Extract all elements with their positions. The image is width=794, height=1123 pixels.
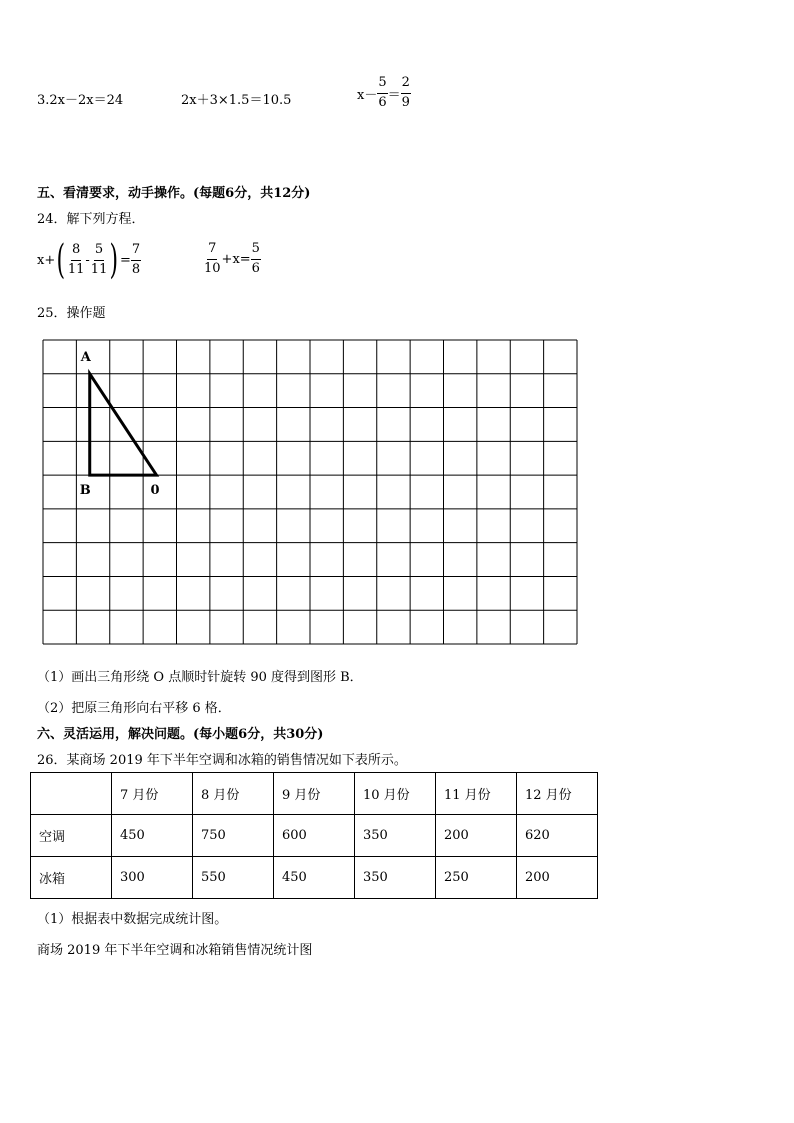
- point-label-b: B: [79, 483, 91, 499]
- fraction-7-8: [131, 243, 141, 278]
- minus-sign: -: [85, 252, 90, 268]
- equation-1: 3.2x－2x＝24: [37, 93, 124, 108]
- table-row: [31, 815, 598, 857]
- fraction-denominator: 10: [204, 260, 221, 276]
- section-6-heading: 六、灵活运用，解决问题。(每小题6分，共30分): [37, 727, 324, 742]
- fraction-numerator: 5: [94, 243, 104, 261]
- section-5-heading: 五、看清要求，动手操作。(每题6分，共12分): [37, 186, 311, 201]
- fraction-numerator: 5: [377, 76, 387, 94]
- question-26-title: 26．某商场 2019 年下半年空调和冰箱的销售情况如下表所示。: [37, 753, 407, 768]
- question-24-equation-1: [37, 237, 141, 283]
- table-cell: 200: [436, 815, 517, 857]
- triangle-abo: [90, 374, 157, 475]
- table-row: [31, 857, 598, 899]
- question-26-part-1: （1）根据表中数据完成统计图。: [37, 912, 228, 927]
- equation-prefix: x+: [37, 252, 56, 268]
- operation-grid: [42, 339, 578, 645]
- table-header-cell: 10 月份: [355, 773, 436, 815]
- question-24-equation-2: [203, 242, 261, 277]
- fraction-numerator: 7: [131, 243, 141, 261]
- fraction-numerator: 7: [207, 242, 217, 260]
- table-cell: 550: [193, 857, 274, 899]
- equals-sign: ＝: [387, 87, 401, 103]
- table-header-cell: 12 月份: [517, 773, 598, 815]
- question-24-title: 24．解下列方程．: [37, 212, 145, 227]
- left-paren: (: [56, 237, 66, 283]
- question-25-part-2: （2）把原三角形向右平移 6 格．: [37, 701, 231, 716]
- sales-table: [30, 772, 598, 899]
- table-cell: 350: [355, 815, 436, 857]
- question-25-part-1: （1）画出三角形绕 O 点顺时针旋转 90 度得到图形 B．: [37, 670, 363, 685]
- table-header-cell: 8 月份: [193, 773, 274, 815]
- fraction-denominator: 6: [378, 94, 387, 110]
- table-header-cell: 7 月份: [112, 773, 193, 815]
- grid-lines: [43, 340, 577, 644]
- table-cell: 620: [517, 815, 598, 857]
- equals-sign: =: [119, 252, 131, 268]
- table-cell: 300: [112, 857, 193, 899]
- table-cell: 600: [274, 815, 355, 857]
- point-label-a: A: [80, 349, 91, 365]
- point-label-o: 0: [150, 483, 160, 499]
- table-cell: 空调: [31, 815, 112, 857]
- fraction-denominator: 9: [401, 94, 410, 110]
- fraction-5-6: [377, 76, 387, 111]
- table-cell: 450: [274, 857, 355, 899]
- fraction-2-9: [401, 76, 411, 111]
- fraction-denominator: 8: [131, 261, 141, 277]
- fraction-denominator: 6: [251, 260, 260, 276]
- fraction-5-11: [90, 243, 109, 278]
- fraction-5-6: [251, 242, 261, 277]
- table-cell: 750: [193, 815, 274, 857]
- table-cell: 冰箱: [31, 857, 112, 899]
- table-header-cell: [31, 773, 112, 815]
- table-header-cell: 9 月份: [274, 773, 355, 815]
- fraction-denominator: 11: [90, 261, 108, 277]
- fraction-denominator: 11: [67, 261, 85, 277]
- equation-middle: +x=: [221, 251, 251, 267]
- table-cell: 250: [436, 857, 517, 899]
- fraction-7-10: [203, 242, 222, 277]
- fraction-8-11: [67, 243, 86, 278]
- equation-3-lhs: x－: [357, 87, 378, 103]
- chart-caption: 商场 2019 年下半年空调和冰箱销售情况统计图: [37, 943, 313, 958]
- equation-3: [357, 76, 411, 111]
- table-header-row: [31, 773, 598, 815]
- table-header-cell: 11 月份: [436, 773, 517, 815]
- question-25-title: 25．操作题: [37, 306, 106, 321]
- fraction-numerator: 8: [71, 243, 81, 261]
- table-cell: 450: [112, 815, 193, 857]
- equation-2: 2x＋3×1.5＝10.5: [181, 93, 292, 108]
- table-cell: 200: [517, 857, 598, 899]
- right-paren: ): [109, 237, 119, 283]
- table-cell: 350: [355, 857, 436, 899]
- fraction-numerator: 5: [251, 242, 261, 260]
- fraction-numerator: 2: [401, 76, 411, 94]
